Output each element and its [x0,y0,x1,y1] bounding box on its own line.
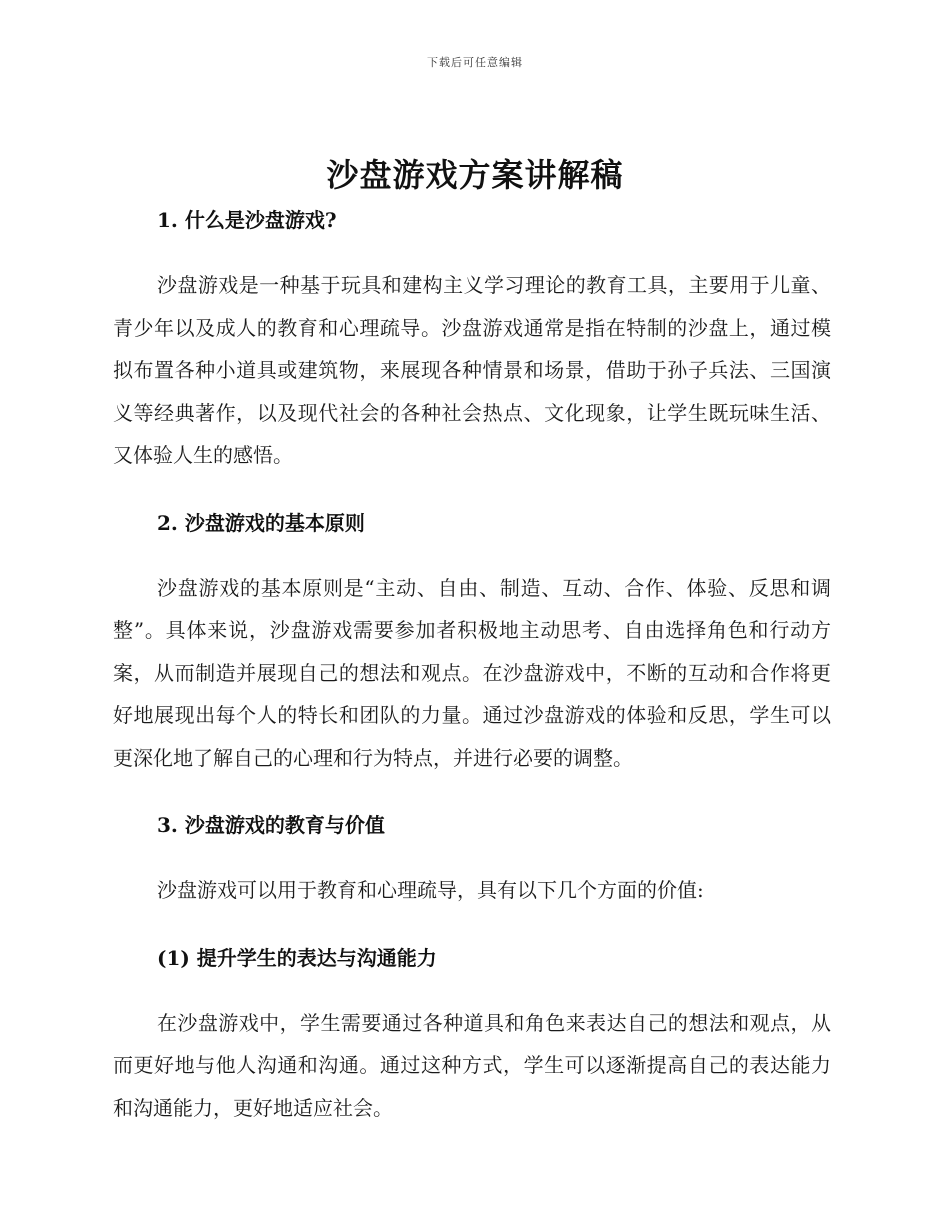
section-paragraph-4: 在沙盘游戏中，学生需要通过各种道具和角色来表达自己的想法和观点，从而更好地与他人沟通和沟通。通过这种方式，学生可以逐渐提高自己的表达能力和沟通能力，更好地适应社会。 [113,1010,831,1120]
section-heading-1: 1. 什么是沙盘游戏? [157,208,337,232]
section-heading-4: (1) 提升学生的表达与沟通能力 [157,945,437,970]
document-body [113,200,831,1129]
section-paragraph-2: 沙盘游戏的基本原则是“主动、自由、制造、互动、合作、体验、反思和调整”。具体来说，沙盘游戏需要参加者积极地主动思考、自由选择角色和行动方案，从而制造并展现自己的想法和观点。在沙盘游戏中，不断的互动和合作将更好地展现出每个人的特长和团队的力量。通过沙盘游戏的体验和反思，学生可以更深化地了解自己的心理和行为特点，并进行必要的调整。 [113,575,831,770]
section-heading-2: 2. 沙盘游戏的基本原则 [157,510,365,535]
page-title: 沙盘游戏方案讲解稿 [326,156,624,194]
section-paragraph-1: 沙盘游戏是一种基于玩具和建构主义学习理论的教育工具，主要用于儿童、青少年以及成人的教育和心理疏导。沙盘游戏通常是指在特制的沙盘上，通过模拟布置各种小道具或建筑物，来展现各种情景和场景，借助于孙子兵法、三国演义等经典著作，以及现代社会的各种社会热点、文化现象，让学生既玩味生活、又体验人生的感悟。 [113,273,831,467]
header-note: 下载后可任意编辑 [427,56,523,69]
section-heading-3: 3. 沙盘游戏的教育与价值 [157,813,385,837]
section-paragraph-3: 沙盘游戏可以用于教育和心理疏导，具有以下几个方面的价值: [157,878,704,902]
